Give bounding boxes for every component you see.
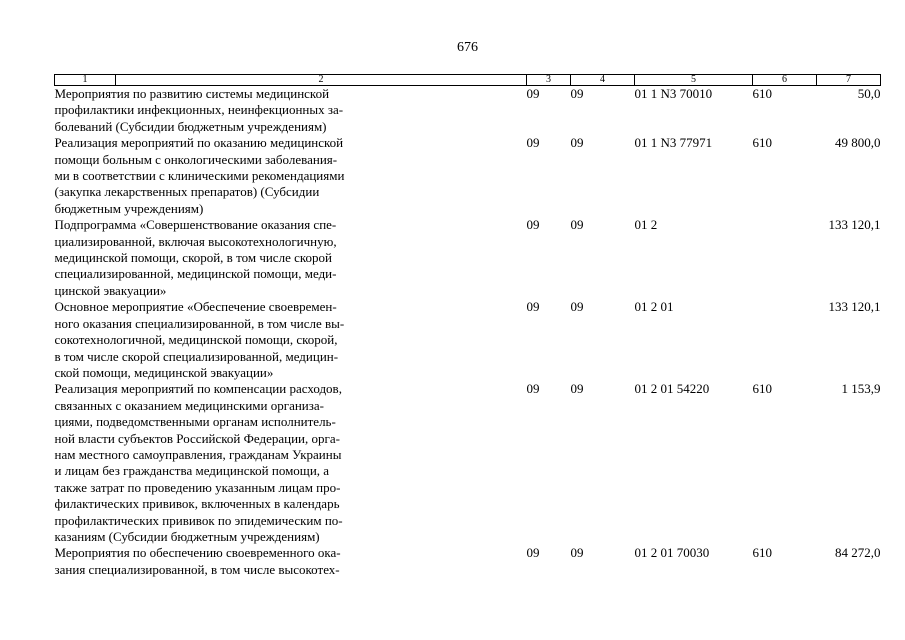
expense-type-code [753,217,817,299]
table-row [55,86,881,136]
section-code: 09 [526,545,540,561]
column-number-4: 4 [571,75,635,86]
row-description [55,299,527,381]
row-description-line: циализированной, включая высокотехнологичную, [54,233,337,249]
row-description-line: в том числе скорой специализированной, медицин- [54,348,339,364]
table-row [55,545,881,578]
row-description-line: профилактики инфекционных, неинфекционных за- [54,102,344,118]
target-article-code: 01 2 01 [634,299,674,315]
row-description [55,545,527,578]
row-description-line: Реализация мероприятий по компенсации расходов, [54,381,342,397]
row-description-line: также затрат по проведению указанным лицам про- [54,479,341,495]
row-description-line: цинской эвакуации» [54,282,167,298]
table-row [55,217,881,299]
section-code: 09 [526,381,540,397]
target-article-code: 01 1 N3 70010 [634,86,713,101]
row-description-line: Подпрограмма «Совершенствование оказания спе- [54,217,337,233]
subsection-code: 09 [570,299,584,315]
row-description-line: Реализация мероприятий по оказанию медицинской [54,135,344,151]
row-description-line: специализированной, медицинской помощи, меди- [54,266,337,282]
subsection-code: 09 [570,135,584,151]
target-article-code: 01 1 N3 77971 [634,135,713,151]
table-row [55,381,881,545]
expense-type-code: 610 [752,545,772,561]
amount: 133 120,1 [828,217,881,233]
row-description-line: ной власти субъектов Российской Федерации, орга- [54,430,340,446]
row-description-line: циями, подведомственными органам исполнитель- [54,414,336,430]
row-description-line: Мероприятия по обеспечению своевременного ока- [54,545,341,561]
row-description [55,86,527,136]
subsection-code: 09 [570,217,584,233]
row-description-line: бюджетным учреждениям) [54,200,204,216]
subsection-code: 09 [570,545,584,561]
column-number-row [55,75,881,86]
expense-type-code: 610 [752,86,772,101]
amount: 1 153,9 [841,381,881,397]
row-description-line: ного оказания специализированной, в том числе вы- [54,315,345,331]
column-number-5: 5 [635,75,753,86]
row-description-line: (закупка лекарственных препаратов) (Субсидии [54,184,320,200]
row-description-line: и лицам без гражданства медицинской помощи, а [54,463,330,479]
amount: 84 272,0 [835,545,881,561]
expense-type-code: 610 [752,135,772,151]
target-article-code: 01 2 [634,217,658,233]
subsection-code: 09 [570,86,584,101]
budget-table [54,74,881,578]
section-code: 09 [526,86,540,101]
expense-type-code [753,299,817,381]
column-number-3: 3 [527,75,571,86]
row-description [55,217,527,299]
column-number-7: 7 [817,75,881,86]
row-description-line: нам местного самоуправления, гражданам Украины [54,446,342,462]
row-description-line: Мероприятия по развитию системы медицинской [54,86,330,101]
row-description-line: профилактических прививок по эпидемическим по- [54,512,343,528]
row-description-line: сокотехнологичной, медицинской помощи, скорой, [54,332,338,348]
row-description-line: связанных с оказанием медицинскими организа- [54,397,324,413]
amount: 49 800,0 [835,135,881,151]
row-description-line: Основное мероприятие «Обеспечение своевремен- [54,299,337,315]
target-article-code: 01 2 01 54220 [634,381,710,397]
expense-type-code: 610 [752,381,772,397]
row-description-line: казаниям (Субсидии бюджетным учреждениям) [54,528,320,544]
section-code: 09 [526,135,540,151]
row-description-line: болеваний (Субсидии бюджетным учреждениям) [54,118,327,134]
row-description-line: ской помощи, медицинской эвакуации» [54,364,274,380]
table-row [55,135,881,217]
column-number-1: 1 [55,75,116,86]
target-article-code: 01 2 01 70030 [634,545,710,561]
row-description-line: филактических прививок, включенных в календарь [54,496,340,512]
row-description-line: ми в соответствии с клиническими рекомендациями [54,168,345,184]
row-description-line: медицинской помощи, скорой, в том числе скорой [54,250,332,266]
amount: 50,0 [857,86,881,101]
section-code: 09 [526,217,540,233]
table-row [55,299,881,381]
row-description [55,135,527,217]
row-description-line: зания специализированной, в том числе высокотех- [54,561,340,577]
row-description-line: помощи больным с онкологическими заболевания- [54,151,338,167]
column-number-2: 2 [116,75,527,86]
column-number-6: 6 [753,75,817,86]
page-number: 676 [457,40,478,55]
subsection-code: 09 [570,381,584,397]
amount: 133 120,1 [828,299,881,315]
section-code: 09 [526,299,540,315]
budget-table-body [55,86,881,579]
row-description [55,381,527,545]
